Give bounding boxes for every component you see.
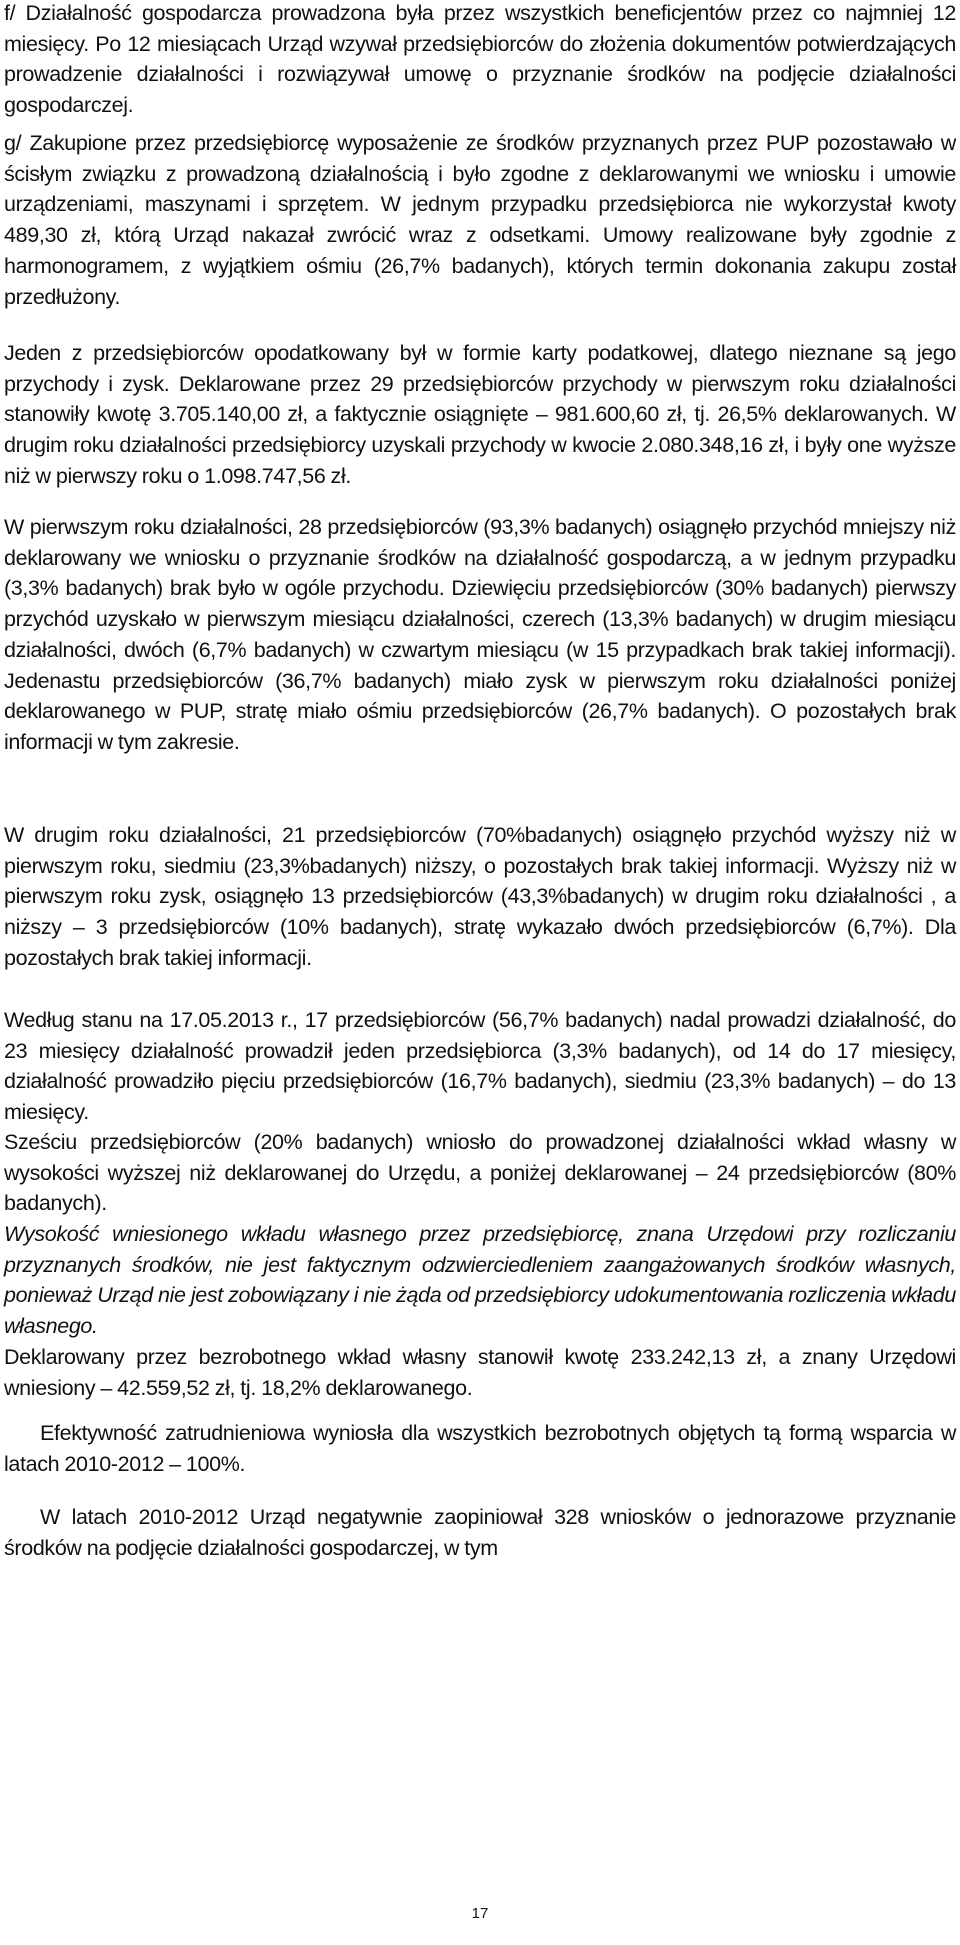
paragraph-own-contribution: Sześciu przedsiębiorców (20% badanych) wniosło do prowadzonej działalności wkład własny w wysokości wyższej niż deklarowanej do Urzędu, a poniżej deklarowanej – 24 przedsiębiorców (80% badanych). [4,1130,956,1216]
paragraph-second-year: W drugim roku działalności, 21 przedsiębiorców (70%badanych) osiągnęło przychód wyższy niż w pierwszym roku, siedmiu (23,3%badanych) niższy, o pozostałych brak takiej informacji. Wyższy niż w pierwszym roku zysk, osiągnęło 13 przedsiębiorców (43,3%badanych) w drugim roku działalności , a niższy – 3 przedsiębiorców (10% badanych), stratę wykazało dwóch przedsiębiorców (6,7%). Dla pozostałych brak takiej informacji. [4,823,956,970]
paragraph-revenue: Jeden z przedsiębiorców opodatkowany był w formie karty podatkowej, dlatego nieznane są jego przychody i zysk. Deklarowane przez 29 przedsiębiorców przychody w pierwszym roku działalności stanowiły kwotę 3.705.140,00 zł, a faktycznie osiągnięte – 981.600,60 zł, tj. 26,5% deklarowanych. W drugim roku działalności przedsiębiorcy uzyskali przychody w kwocie 2.080.348,16 zł, i były one wyższe niż w pierwszy roku o 1.098.747,56 zł. [4,341,956,488]
paragraph-f: f/ Działalność gospodarcza prowadzona była przez wszystkich beneficjentów przez co najmniej 12 miesięcy. Po 12 miesiącach Urząd wzywał przedsiębiorców do złożenia dokumentów potwierdzających prowadzenie działalności i rozwiązywał umowę o przyznanie środków na podjęcie działalności gospodarczej. [4,1,956,118]
paragraph-negative-opinions: W latach 2010-2012 Urząd negatywnie zaopiniował 328 wniosków o jednorazowe przyznanie środków na podjęcie działalności gospodarczej, w tym [4,1505,956,1560]
paragraph-declared-contribution: Deklarowany przez bezrobotnego wkład własny stanowił kwotę 233.242,13 zł, a znany Urzędowi wniesiony – 42.559,52 zł, tj. 18,2% deklarowanego. [4,1345,956,1400]
paragraph-status: Według stanu na 17.05.2013 r., 17 przedsiębiorców (56,7% badanych) nadal prowadzi działalność, do 23 miesięcy działalność prowadził jeden przedsiębiorca (3,3% badanych), od 14 do 17 miesięcy, działalność prowadziło pięciu przedsiębiorców (16,7% badanych), siedmiu (23,3% badanych) – do 13 miesięcy. [4,1008,956,1125]
paragraph-contribution-note: Wysokość wniesionego wkładu własnego przez przedsiębiorcę, znana Urzędowi przy rozliczaniu przyznanych środków, nie jest faktycznym odzwierciedleniem zaangażowanych środków własnych, ponieważ Urząd nie jest zobowiązany i nie żąda od przedsiębiorcy udokumentowania rozliczenia wkładu własnego. [4,1222,956,1339]
paragraph-effectiveness: Efektywność zatrudnieniowa wyniosła dla wszystkich bezrobotnych objętych tą formą wsparcia w latach 2010-2012 – 100%. [4,1421,956,1476]
page-number: 17 [471,1905,489,1922]
paragraph-first-year: W pierwszym roku działalności, 28 przedsiębiorców (93,3% badanych) osiągnęło przychód mniejszy niż deklarowany we wniosku o przyznanie środków na działalność gospodarczą, a w jednym przypadku (3,3% badanych) brak było w ogóle przychodu. Dziewięciu przedsiębiorców (30% badanych) pierwszy przychód uzyskało w pierwszym miesiącu działalności, czerech (13,3% badanych) w drugim miesiącu działalności, dwóch (6,7% badanych) w czwartym miesiącu (w 15 przypadkach brak takiej informacji). Jedenastu przedsiębiorców (36,7% badanych) miało zysk w pierwszym roku działalności poniżej deklarowanego w PUP, stratę miało ośmiu przedsiębiorców (26,7% badanych). O pozostałych brak informacji w tym zakresie. [4,515,956,754]
paragraph-g: g/ Zakupione przez przedsiębiorcę wyposażenie ze środków przyznanych przez PUP pozostawało w ścisłym związku z prowadzoną działalnością i było zgodne z deklarowanymi we wniosku i umowie urządzeniami, maszynami i sprzętem. W jednym przypadku przedsiębiorca nie wykorzystał kwoty 489,30 zł, którą Urząd nakazał zwrócić wraz z odsetkami. Umowy realizowane były zgodnie z harmonogramem, z wyjątkiem ośmiu (26,7% badanych), których termin dokonania zakupu został przedłużony. [4,131,956,309]
